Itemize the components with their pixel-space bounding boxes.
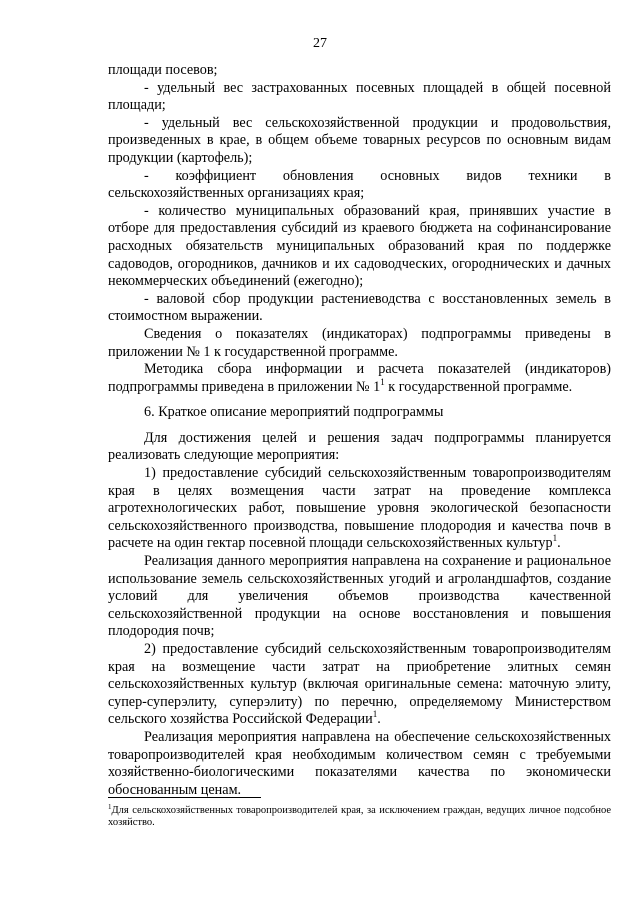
paragraph: - количество муниципальных образований края, принявших участие в отборе для предоставления субсидий из краевого бюджета на софинансирование расходных обязательств муниципальных образований края по поддержке садоводов, огородников, дачников и их садоводческих, огороднических и дачных некоммерческих объединений (ежегодно); (108, 202, 611, 290)
footnote (108, 805, 611, 829)
paragraph (108, 361, 611, 396)
paragraph-text: 1) предоставление субсидий сельскохозяйственным товаропроизводителям края в целях возмещения части затрат на проведение комплекса агротехнологических работ, повышение уровня экологической безопасности сельскохозяйственного производства, повышение плодородия и качества почв в расчете на один гектар посевной площади сельскохозяйственных культур (108, 465, 611, 552)
footnote-marker: 1 (108, 803, 112, 811)
paragraph-text: к государственной программе. (384, 378, 573, 395)
body-text (108, 62, 611, 799)
paragraph-text: Методика сбора информации и расчета показателей (индикаторов) подпрограммы приведена в приложении № 1 (108, 361, 611, 395)
paragraph (108, 465, 611, 553)
paragraph: - коэффициент обновления основных видов техники в сельскохозяйственных организациях края; (108, 167, 611, 202)
footnote-divider (108, 797, 261, 798)
paragraph: Реализация мероприятия направлена на обеспечение сельскохозяйственных товаропроизводителей края необходимым количеством семян с требуемыми хозяйственно-биологическими показателями качества по экономически обоснованным ценам. (108, 728, 611, 798)
paragraph: - валовой сбор продукции растениеводства с восстановленных земель в стоимостном выражении. (108, 290, 611, 325)
paragraph: Реализация данного мероприятия направлена на сохранение и рациональное использование земель сельскохозяйственных угодий и агроландшафтов, создание условий для увеличения объемов производства качественной сельскохозяйственной продукции на основе восстановления и повышения плодородия почв; (108, 553, 611, 640)
page-number: 27 (313, 36, 327, 51)
paragraph: - удельный вес сельскохозяйственной продукции и продовольствия, произведенных в крае, в общем объеме товарных ресурсов по основным видам продукции (картофель); (108, 114, 611, 166)
footnote-text: Для сельскохозяйственных товаропроизводителей края, за исключением граждан, ведущих личное подсобное хозяйство. (108, 805, 611, 828)
paragraph: - удельный вес застрахованных посевных площадей в общей посевной площади; (108, 79, 611, 114)
paragraph-text: . (377, 711, 381, 728)
paragraph-text: 2) предоставление субсидий сельскохозяйственным товаропроизводителям края на возмещение части затрат на приобретение элитных семян сельскохозяйственных культур (включая оригинальные семена: маточную элиту, супер-суперэлиту, суперэлиту) по перечню, определяемому Министерством сельского хозяйства Российской Федерации (108, 641, 611, 728)
section-heading: 6. Краткое описание мероприятий подпрограммы (144, 404, 444, 421)
paragraph (108, 641, 611, 729)
footnote-reference: 1 (372, 709, 378, 720)
paragraph: Сведения о показателях (индикаторах) подпрограммы приведены в приложении № 1 к государственной программе. (108, 325, 611, 360)
footnote-reference: 1 (552, 533, 558, 544)
paragraph: Для достижения целей и решения задач подпрограммы планируется реализовать следующие мероприятия: (108, 429, 611, 464)
paragraph: площади посевов; (108, 62, 218, 78)
paragraph-text: . (557, 535, 561, 552)
footnote-reference: 1 (380, 376, 385, 387)
